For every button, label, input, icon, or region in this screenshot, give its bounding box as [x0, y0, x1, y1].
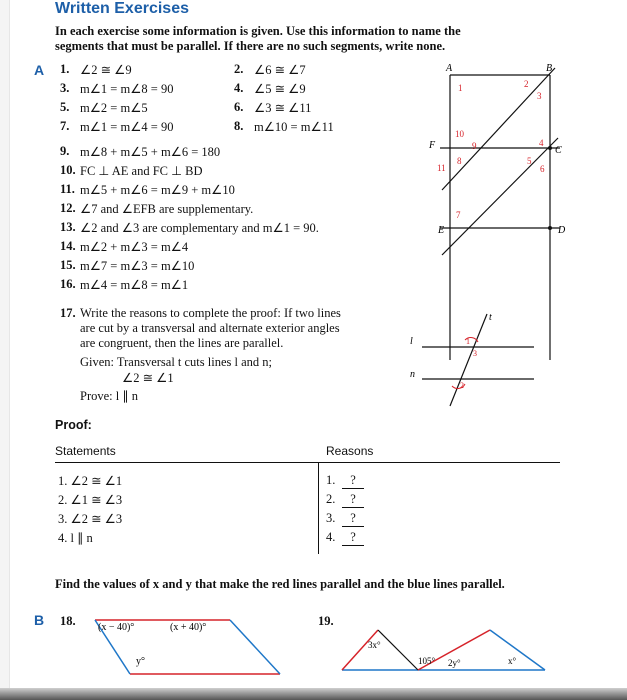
exercise-17-number: 17. [60, 306, 76, 320]
exercise-text: ∠5 ≅ ∠9 [254, 82, 306, 96]
label-d: D [558, 225, 566, 236]
point-c-dot [548, 146, 552, 150]
exercise-number: 9. [60, 144, 70, 158]
label-3x: 3x° [368, 640, 381, 650]
exercise-text: ∠2 ≅ ∠9 [80, 63, 132, 77]
exercise-17-line-1: Write the reasons to complete the proof: If two lines [80, 306, 341, 320]
label-angle-2: 2 [460, 381, 464, 390]
exercise-number: 3. [60, 81, 70, 95]
exercise-text: FC ⊥ AE and FC ⊥ BD [80, 164, 203, 178]
label-105: 105° [418, 656, 436, 666]
exercise-17-line-3: are congruent, then the lines are parallel. [80, 336, 284, 350]
label-a: A [446, 63, 453, 74]
angle-10: 10 [455, 129, 464, 139]
reason-blank-text: ? [342, 492, 364, 508]
blue-right-side [490, 630, 545, 670]
label-t: t [489, 312, 492, 323]
exercise-number: 7. [60, 119, 70, 133]
angle-3: 3 [537, 91, 542, 101]
label-l: l [410, 336, 413, 347]
angle-11: 11 [437, 163, 446, 173]
exercise-number: 6. [234, 100, 244, 114]
exercise-19-number: 19. [318, 614, 334, 628]
proof-reason-number: 2. [326, 492, 336, 506]
label-b: B [546, 63, 553, 74]
exercise-text: m∠1 = m∠4 = 90 [80, 120, 174, 134]
exercise-text: m∠2 = m∠5 [80, 101, 148, 115]
exercise-number: 13. [60, 220, 76, 234]
exercise-number: 8. [234, 119, 244, 133]
proof-reason-number: 4. [326, 530, 336, 544]
label-2y: 2y° [448, 658, 461, 668]
exercise-text: m∠5 + m∠6 = m∠9 + m∠10 [80, 183, 235, 197]
exercise-17-given-2: ∠2 ≅ ∠1 [122, 371, 174, 385]
angle-8: 8 [457, 156, 462, 166]
angle-9: 9 [472, 141, 477, 151]
red-left-side [342, 630, 378, 670]
proof-statement: 1. ∠2 ≅ ∠1 [58, 474, 123, 488]
figure-19-triangles [330, 620, 560, 684]
exercise-number: 14. [60, 239, 76, 253]
proof-reason-number: 3. [326, 511, 336, 525]
blue-side-right [230, 620, 280, 674]
section-letter-a: A [34, 62, 45, 78]
find-values-text: Find the values of x and y that make the red lines parallel and the blue lines parallel. [55, 577, 505, 591]
left-triangle-side [378, 630, 418, 670]
exercise-number: 10. [60, 163, 76, 177]
proof-reason-blank[interactable] [342, 492, 364, 508]
line-t [450, 314, 487, 406]
exercise-number: 2. [234, 62, 244, 76]
angle-6: 6 [540, 164, 545, 174]
statements-header: Statements [55, 444, 116, 458]
angle-4: 4 [539, 138, 544, 148]
instructions: In each exercise some information is given. Use this information to name the segments that must be parallel. If there are no such segments, write none. [55, 24, 461, 53]
proof-reason-number: 1. [326, 473, 336, 487]
label-angle-1: 1 [466, 337, 470, 346]
exercise-text: m∠7 = m∠3 = m∠10 [80, 259, 195, 273]
figure-transversal [402, 310, 542, 410]
exercise-number: 15. [60, 258, 76, 272]
proof-reason-blank[interactable] [342, 530, 364, 546]
exercise-text: ∠7 and ∠EFB are supplementary. [80, 202, 254, 216]
proof-reason-blank[interactable] [342, 473, 364, 489]
section-title: Written Exercises [55, 0, 189, 17]
exercise-text: ∠2 and ∠3 are complementary and m∠1 = 90. [80, 221, 319, 235]
bottom-edge [0, 688, 627, 700]
exercise-18-number: 18. [60, 614, 76, 628]
exercise-text: m∠10 = m∠11 [254, 120, 334, 134]
point-d-dot [548, 226, 552, 230]
proof-table-divider [318, 462, 319, 554]
reason-blank-text: ? [342, 511, 364, 527]
angle-1: 1 [458, 83, 463, 93]
page-edge [0, 0, 10, 700]
angle-5: 5 [527, 156, 532, 166]
section-letter-b: B [34, 612, 45, 628]
proof-reason-blank[interactable] [342, 511, 364, 527]
exercise-number: 11. [60, 182, 75, 196]
exercise-number: 1. [60, 62, 70, 76]
label-angle-3: 3 [473, 349, 477, 358]
label-f: F [429, 140, 436, 151]
exercise-number: 5. [60, 100, 70, 114]
label-y: y° [136, 656, 145, 667]
label-x-minus-40: (x − 40)° [98, 622, 135, 633]
label-x-plus-40: (x + 40)° [170, 622, 207, 633]
proof-statement: 2. ∠1 ≅ ∠3 [58, 493, 123, 507]
label-c: C [555, 145, 562, 156]
exercise-text: m∠8 + m∠5 + m∠6 = 180 [80, 145, 221, 159]
reasons-header: Reasons [326, 444, 374, 458]
label-x: x° [508, 656, 517, 666]
exercise-text: m∠1 = m∠8 = 90 [80, 82, 174, 96]
exercise-text: ∠3 ≅ ∠11 [254, 101, 312, 115]
proof-heading: Proof: [55, 418, 92, 432]
exercise-17-given: Given: Transversal t cuts lines l and n; [80, 355, 272, 369]
exercise-text: m∠4 = m∠8 = m∠1 [80, 278, 189, 292]
proof-statement: 4. l ∥ n [58, 531, 93, 545]
exercise-17-line-2: are cut by a transversal and alternate exterior angles [80, 321, 340, 335]
proof-statement: 3. ∠2 ≅ ∠3 [58, 512, 123, 526]
exercise-number: 4. [234, 81, 244, 95]
label-n: n [410, 369, 415, 380]
exercise-text: m∠2 + m∠3 = m∠4 [80, 240, 189, 254]
exercise-number: 12. [60, 201, 76, 215]
proof-table-rule [55, 462, 560, 463]
exercise-number: 16. [60, 277, 76, 291]
reason-blank-text: ? [342, 530, 364, 546]
label-e: E [438, 225, 445, 236]
angle-7: 7 [456, 210, 461, 220]
figure-18-parallelogram [80, 612, 320, 684]
angle-2: 2 [524, 79, 529, 89]
exercise-text: ∠6 ≅ ∠7 [254, 63, 306, 77]
reason-blank-text: ? [342, 473, 364, 489]
exercise-17-prove: Prove: l ∥ n [80, 389, 138, 403]
